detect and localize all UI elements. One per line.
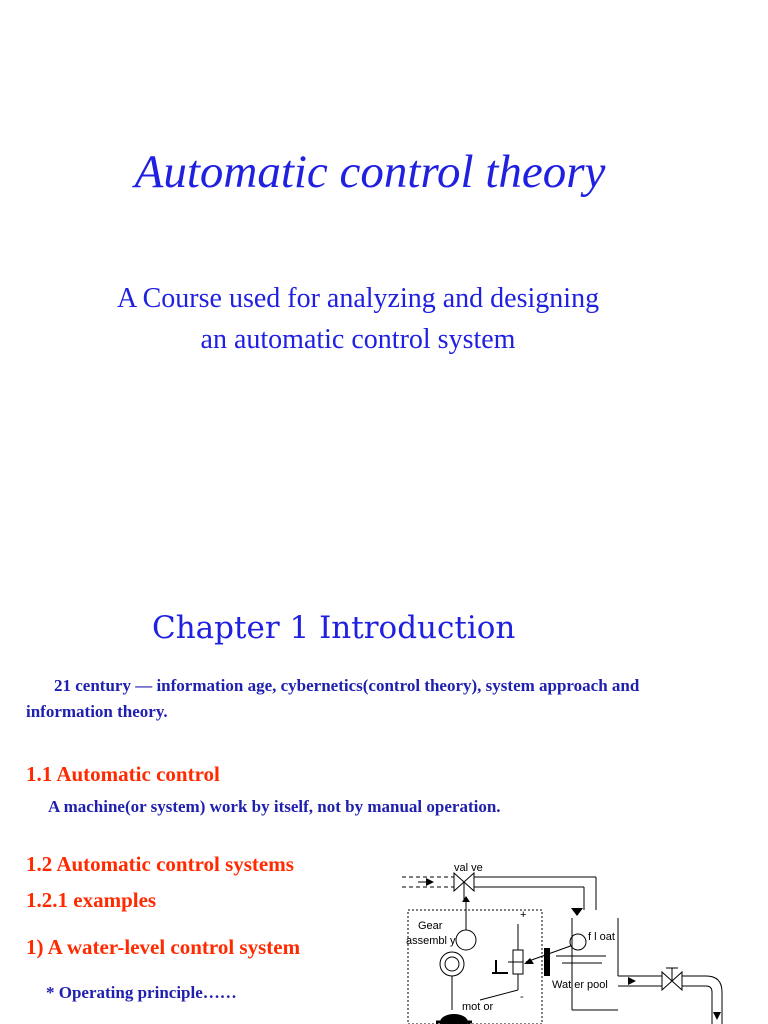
section-1-1-definition: A machine(or system) work by itself, not by manual operation. [48, 797, 501, 816]
motor-label: mot or [462, 1001, 494, 1013]
example-item-heading: 1) A water-level control system [26, 935, 301, 959]
page-title: Automatic control theory [134, 146, 606, 198]
plus-label: + [520, 909, 527, 921]
pool-label: Wat er pool [552, 979, 608, 991]
float-label: f l oat [588, 931, 615, 943]
operating-principle-bullet: * Operating principle…… [46, 983, 237, 1002]
water-level-diagram [396, 860, 768, 1024]
chapter-heading: Chapter 1 Introduction [152, 610, 516, 646]
gear-label-2: assembl y [406, 935, 456, 947]
outlet-arrow [628, 977, 636, 985]
section-1-1-heading: 1.1 Automatic control [26, 762, 220, 786]
drain-arrow [713, 1012, 721, 1020]
chapter-intro: 21 century — information age, cybernetics(control theory), system approach and information theory. [26, 676, 640, 721]
gear-label-1: Gear [418, 920, 443, 932]
section-1-2-heading: 1.2 Automatic control systems [26, 852, 294, 876]
gear-icon [456, 930, 476, 950]
valve-label: val ve [454, 862, 483, 874]
page-subtitle: A Course used for analyzing and designing an automatic control system [116, 283, 600, 355]
outlet-valve-icon [662, 968, 682, 990]
section-1-2-1-heading: 1.2.1 examples [26, 888, 157, 912]
minus-label: - [520, 991, 524, 1003]
gauge-icon [440, 952, 464, 976]
valve-icon [454, 873, 474, 902]
inlet-arrow [426, 878, 434, 886]
flow-arrow [571, 908, 583, 916]
lever-pivot [544, 948, 550, 976]
